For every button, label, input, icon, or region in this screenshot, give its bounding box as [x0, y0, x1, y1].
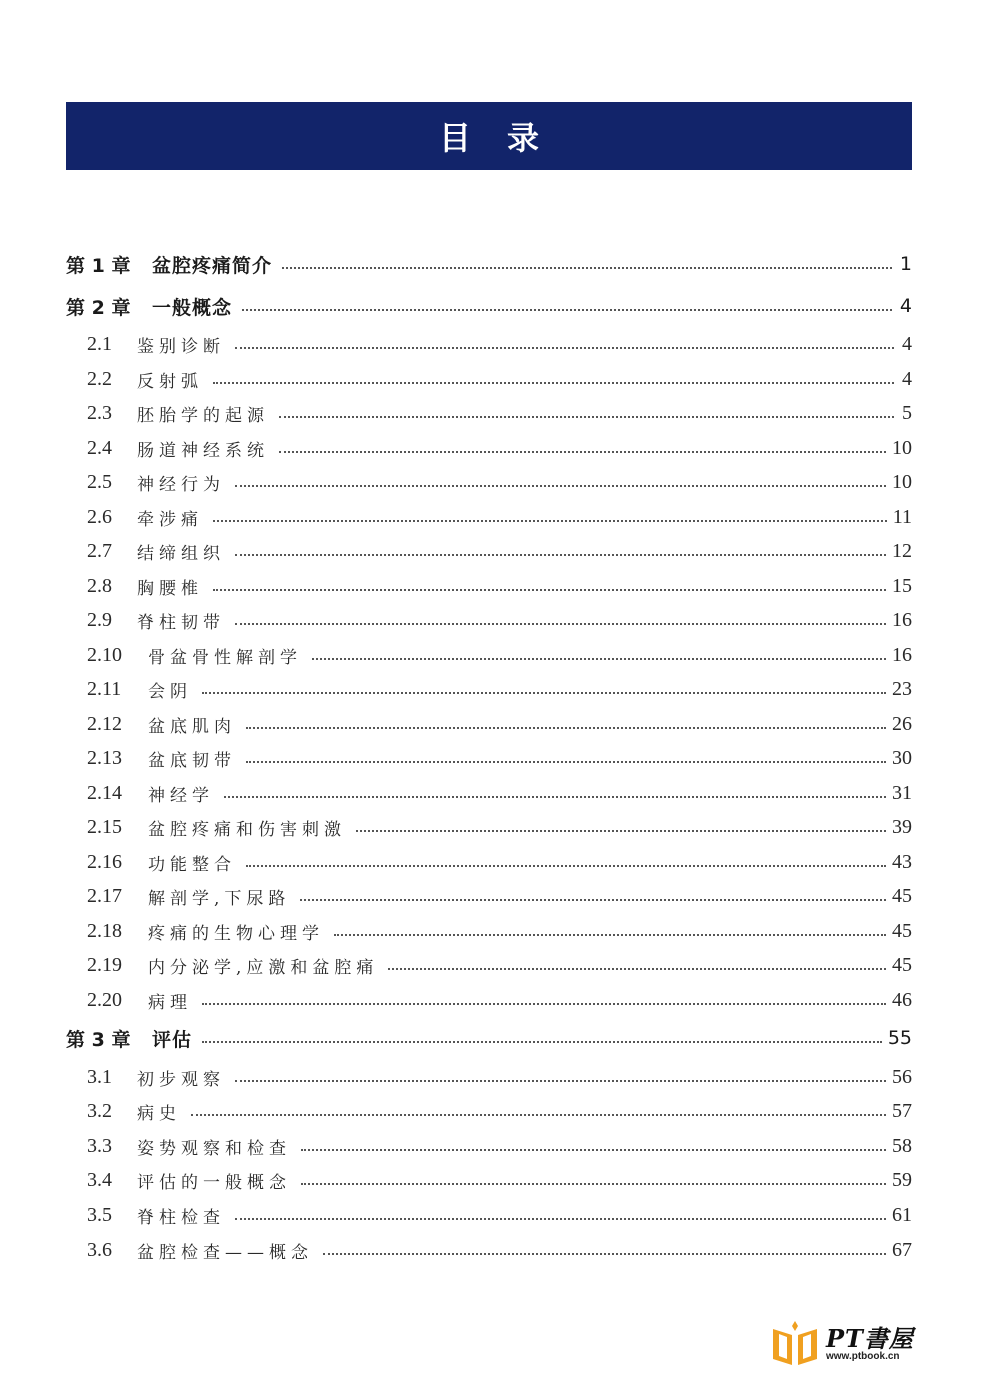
section-number: 2.5 — [87, 471, 137, 494]
page-number: 4 — [899, 295, 912, 317]
chapter-title: 评估 — [152, 1025, 192, 1052]
section-number: 3.3 — [87, 1135, 137, 1158]
dot-leader — [235, 554, 886, 556]
section-number: 2.17 — [87, 885, 148, 908]
section-title: 盆腔疼痛和伤害刺激 — [148, 815, 346, 840]
dot-leader — [301, 1183, 886, 1185]
dot-leader — [235, 623, 886, 625]
dot-leader — [235, 1080, 886, 1082]
section-title: 反射弧 — [137, 367, 203, 392]
section-number: 2.16 — [87, 851, 148, 874]
section-title: 鉴别诊断 — [137, 332, 225, 357]
section-number: 2.20 — [87, 989, 148, 1012]
dot-leader — [213, 382, 894, 384]
section-title: 疼痛的生物心理学 — [148, 919, 324, 944]
page-number: 56 — [892, 1065, 912, 1088]
page-number: 46 — [892, 988, 912, 1011]
dot-leader — [202, 1003, 886, 1005]
dot-leader — [300, 899, 886, 901]
dot-leader — [246, 761, 886, 763]
section-title: 脊柱韧带 — [137, 608, 225, 633]
section-number: 2.1 — [87, 333, 137, 356]
chapter-title: 一般概念 — [152, 293, 232, 320]
page-number: 16 — [892, 608, 912, 631]
page-number: 26 — [892, 712, 912, 735]
page-number: 59 — [892, 1168, 912, 1191]
toc-section-3-3[interactable] — [87, 1131, 912, 1161]
dot-leader — [191, 1114, 886, 1116]
section-number: 3.5 — [87, 1204, 137, 1227]
section-number: 2.8 — [87, 575, 137, 598]
dot-leader — [235, 347, 894, 349]
page-number: 10 — [892, 470, 912, 493]
toc-section-2-9[interactable] — [87, 605, 912, 635]
section-number: 2.13 — [87, 747, 148, 770]
dot-leader — [213, 589, 886, 591]
section-number: 3.2 — [87, 1100, 137, 1123]
dot-leader — [388, 968, 886, 970]
section-title: 盆底肌肉 — [148, 712, 236, 737]
dot-leader — [279, 451, 886, 453]
page-number: 61 — [892, 1203, 912, 1226]
dot-leader — [235, 1218, 886, 1220]
dot-leader — [246, 727, 886, 729]
dot-leader — [242, 309, 892, 311]
page-number: 23 — [892, 677, 912, 700]
page-number: 67 — [892, 1238, 912, 1261]
section-number: 2.3 — [87, 402, 137, 425]
toc-section-2-8[interactable] — [87, 571, 912, 601]
page-number: 4 — [902, 332, 912, 355]
section-title: 盆底韧带 — [148, 746, 236, 771]
toc-section-2-16[interactable] — [87, 847, 912, 877]
section-number: 2.7 — [87, 540, 137, 563]
page-number: 10 — [892, 436, 912, 459]
logo-brand-text: PT書屋 — [826, 1324, 914, 1353]
page-number: 15 — [892, 574, 912, 597]
page-number: 39 — [892, 815, 912, 838]
section-number: 2.10 — [87, 644, 148, 667]
section-title: 结缔组织 — [137, 539, 225, 564]
section-title: 病史 — [137, 1099, 181, 1124]
toc-section-2-15[interactable] — [87, 812, 912, 842]
dot-leader — [282, 267, 892, 269]
section-number: 2.9 — [87, 609, 137, 632]
dot-leader — [202, 1041, 882, 1043]
toc-section-2-11[interactable] — [87, 674, 912, 704]
open-book-icon — [770, 1319, 820, 1367]
toc-section-2-12[interactable] — [87, 709, 912, 739]
page-number: 30 — [892, 746, 912, 769]
toc-chapter-2[interactable] — [66, 291, 912, 321]
section-title: 会阴 — [148, 677, 192, 702]
page-number: 12 — [892, 539, 912, 562]
section-title: 牵涉痛 — [137, 505, 203, 530]
section-number: 3.1 — [87, 1066, 137, 1089]
section-number: 2.19 — [87, 954, 148, 977]
page-number: 57 — [892, 1099, 912, 1122]
section-title: 病理 — [148, 988, 192, 1013]
dot-leader — [202, 692, 886, 694]
section-title: 内分泌学,应激和盆腔痛 — [148, 953, 378, 978]
page-number: 5 — [902, 401, 912, 424]
page-number: 1 — [899, 253, 912, 275]
section-title: 胸腰椎 — [137, 574, 203, 599]
toc-section-2-3[interactable] — [87, 398, 912, 428]
section-number: 2.4 — [87, 437, 137, 460]
dot-leader — [334, 934, 886, 936]
dot-leader — [323, 1253, 886, 1255]
page-number: 43 — [892, 850, 912, 873]
dot-leader — [312, 658, 886, 660]
section-title: 功能整合 — [148, 850, 236, 875]
section-title: 姿势观察和检查 — [137, 1134, 291, 1159]
page-number: 31 — [892, 781, 912, 804]
page-number: 55 — [887, 1027, 912, 1049]
chapter-number: 第 1 章 — [66, 251, 152, 278]
toc-section-2-14[interactable] — [87, 778, 912, 808]
section-title: 神经学 — [148, 781, 214, 806]
dot-leader — [279, 416, 894, 418]
dot-leader — [224, 796, 886, 798]
page-number: 45 — [892, 953, 912, 976]
section-title: 初步观察 — [137, 1065, 225, 1090]
section-number: 2.12 — [87, 713, 148, 736]
section-number: 2.6 — [87, 506, 137, 529]
section-number: 2.15 — [87, 816, 148, 839]
toc-section-2-1[interactable] — [87, 329, 912, 359]
dot-leader — [235, 485, 886, 487]
toc-section-2-7[interactable] — [87, 536, 912, 566]
toc-section-2-6[interactable] — [87, 502, 912, 532]
page-number: 45 — [892, 884, 912, 907]
dot-leader — [213, 520, 887, 522]
section-number: 2.2 — [87, 368, 137, 391]
section-number: 3.6 — [87, 1239, 137, 1262]
toc-section-3-6[interactable] — [87, 1235, 912, 1265]
page-number: 16 — [892, 643, 912, 666]
toc-section-3-5[interactable] — [87, 1200, 912, 1230]
section-title: 解剖学,下尿路 — [148, 884, 290, 909]
dot-leader — [301, 1149, 886, 1151]
section-number: 3.4 — [87, 1169, 137, 1192]
section-title: 骨盆骨性解剖学 — [148, 643, 302, 668]
toc-section-3-4[interactable] — [87, 1165, 912, 1195]
toc-section-2-20[interactable] — [87, 985, 912, 1015]
page-number: 58 — [892, 1134, 912, 1157]
toc-section-2-18[interactable] — [87, 916, 912, 946]
toc-section-2-5[interactable] — [87, 467, 912, 497]
toc-chapter-1[interactable] — [66, 249, 912, 279]
dot-leader — [246, 865, 886, 867]
chapter-title: 盆腔疼痛简介 — [152, 251, 272, 278]
ptbook-logo[interactable] — [770, 1315, 930, 1371]
toc-section-2-13[interactable] — [87, 743, 912, 773]
toc-section-2-10[interactable] — [87, 640, 912, 670]
toc-chapter-3[interactable] — [66, 1023, 912, 1053]
logo-url-text: www.ptbook.cn — [826, 1351, 900, 1362]
dot-leader — [356, 830, 886, 832]
toc-section-2-2[interactable] — [87, 364, 912, 394]
page-number: 4 — [902, 367, 912, 390]
toc-section-2-4[interactable] — [87, 433, 912, 463]
section-title: 胚胎学的起源 — [137, 401, 269, 426]
chapter-number: 第 3 章 — [66, 1025, 152, 1052]
page-number: 11 — [892, 505, 912, 528]
toc-section-2-17[interactable] — [87, 881, 912, 911]
section-number: 2.18 — [87, 920, 148, 943]
section-title: 神经行为 — [137, 470, 225, 495]
toc-section-3-2[interactable] — [87, 1096, 912, 1126]
toc-section-3-1[interactable] — [87, 1062, 912, 1092]
section-title: 脊柱检查 — [137, 1203, 225, 1228]
section-title: 肠道神经系统 — [137, 436, 269, 461]
chapter-number: 第 2 章 — [66, 293, 152, 320]
section-number: 2.14 — [87, 782, 148, 805]
section-title: 评估的一般概念 — [137, 1168, 291, 1193]
section-number: 2.11 — [87, 678, 148, 701]
page-number: 45 — [892, 919, 912, 942]
section-title: 盆腔检查——概念 — [137, 1238, 313, 1263]
toc-section-2-19[interactable] — [87, 950, 912, 980]
page-title: 目录 — [438, 119, 575, 157]
